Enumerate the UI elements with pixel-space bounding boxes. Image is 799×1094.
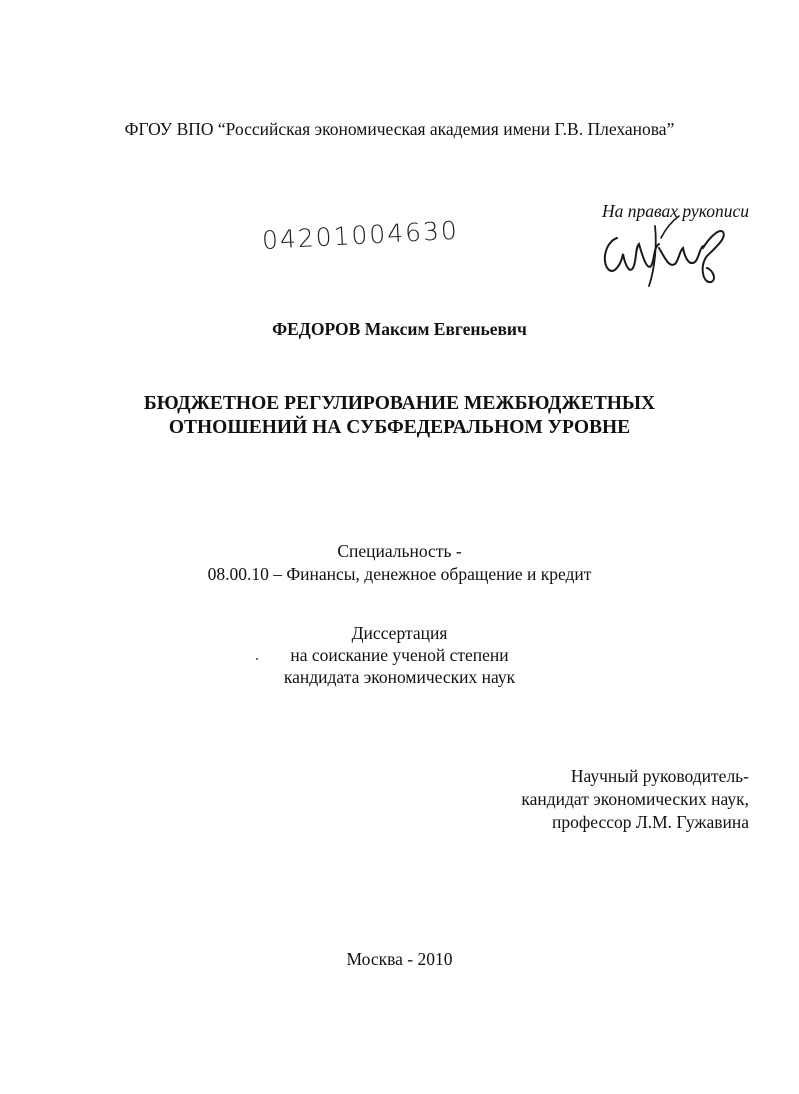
place-year: Москва - 2010 — [346, 949, 453, 969]
author-name: ФЕДОРОВ Максим Евгеньевич — [272, 319, 527, 339]
degree-line-2: кандидата экономических наук — [283, 667, 516, 687]
signature-icon — [595, 208, 735, 288]
handwritten-registration-number: 04201004630 — [261, 215, 460, 255]
signature — [595, 208, 735, 293]
manuscript-note: На правах рукописи — [602, 201, 749, 221]
advisor-degree: кандидат экономических наук, — [521, 789, 749, 809]
advisor-name: профессор Л.М. Гужавина — [552, 812, 749, 832]
specialty-label: Специальность - — [337, 541, 462, 561]
dissertation-title-line-2: ОТНОШЕНИЙ НА СУБФЕДЕРАЛЬНОМ УРОВНЕ — [168, 417, 631, 438]
specialty-value: 08.00.10 – Финансы, денежное обращение и кредит — [207, 564, 592, 584]
advisor-role: Научный руководитель- — [570, 766, 749, 786]
degree-line-1: на соискание ученой степени — [290, 645, 509, 665]
stray-dot — [256, 658, 258, 660]
dissertation-title-line-1: БЮДЖЕТНОЕ РЕГУЛИРОВАНИЕ МЕЖБЮДЖЕТНЫХ — [143, 393, 656, 414]
dissertation-label: Диссертация — [351, 623, 448, 643]
institution-header: ФГОУ ВПО “Российская экономическая академия имени Г.В. Плеханова” — [124, 119, 675, 139]
